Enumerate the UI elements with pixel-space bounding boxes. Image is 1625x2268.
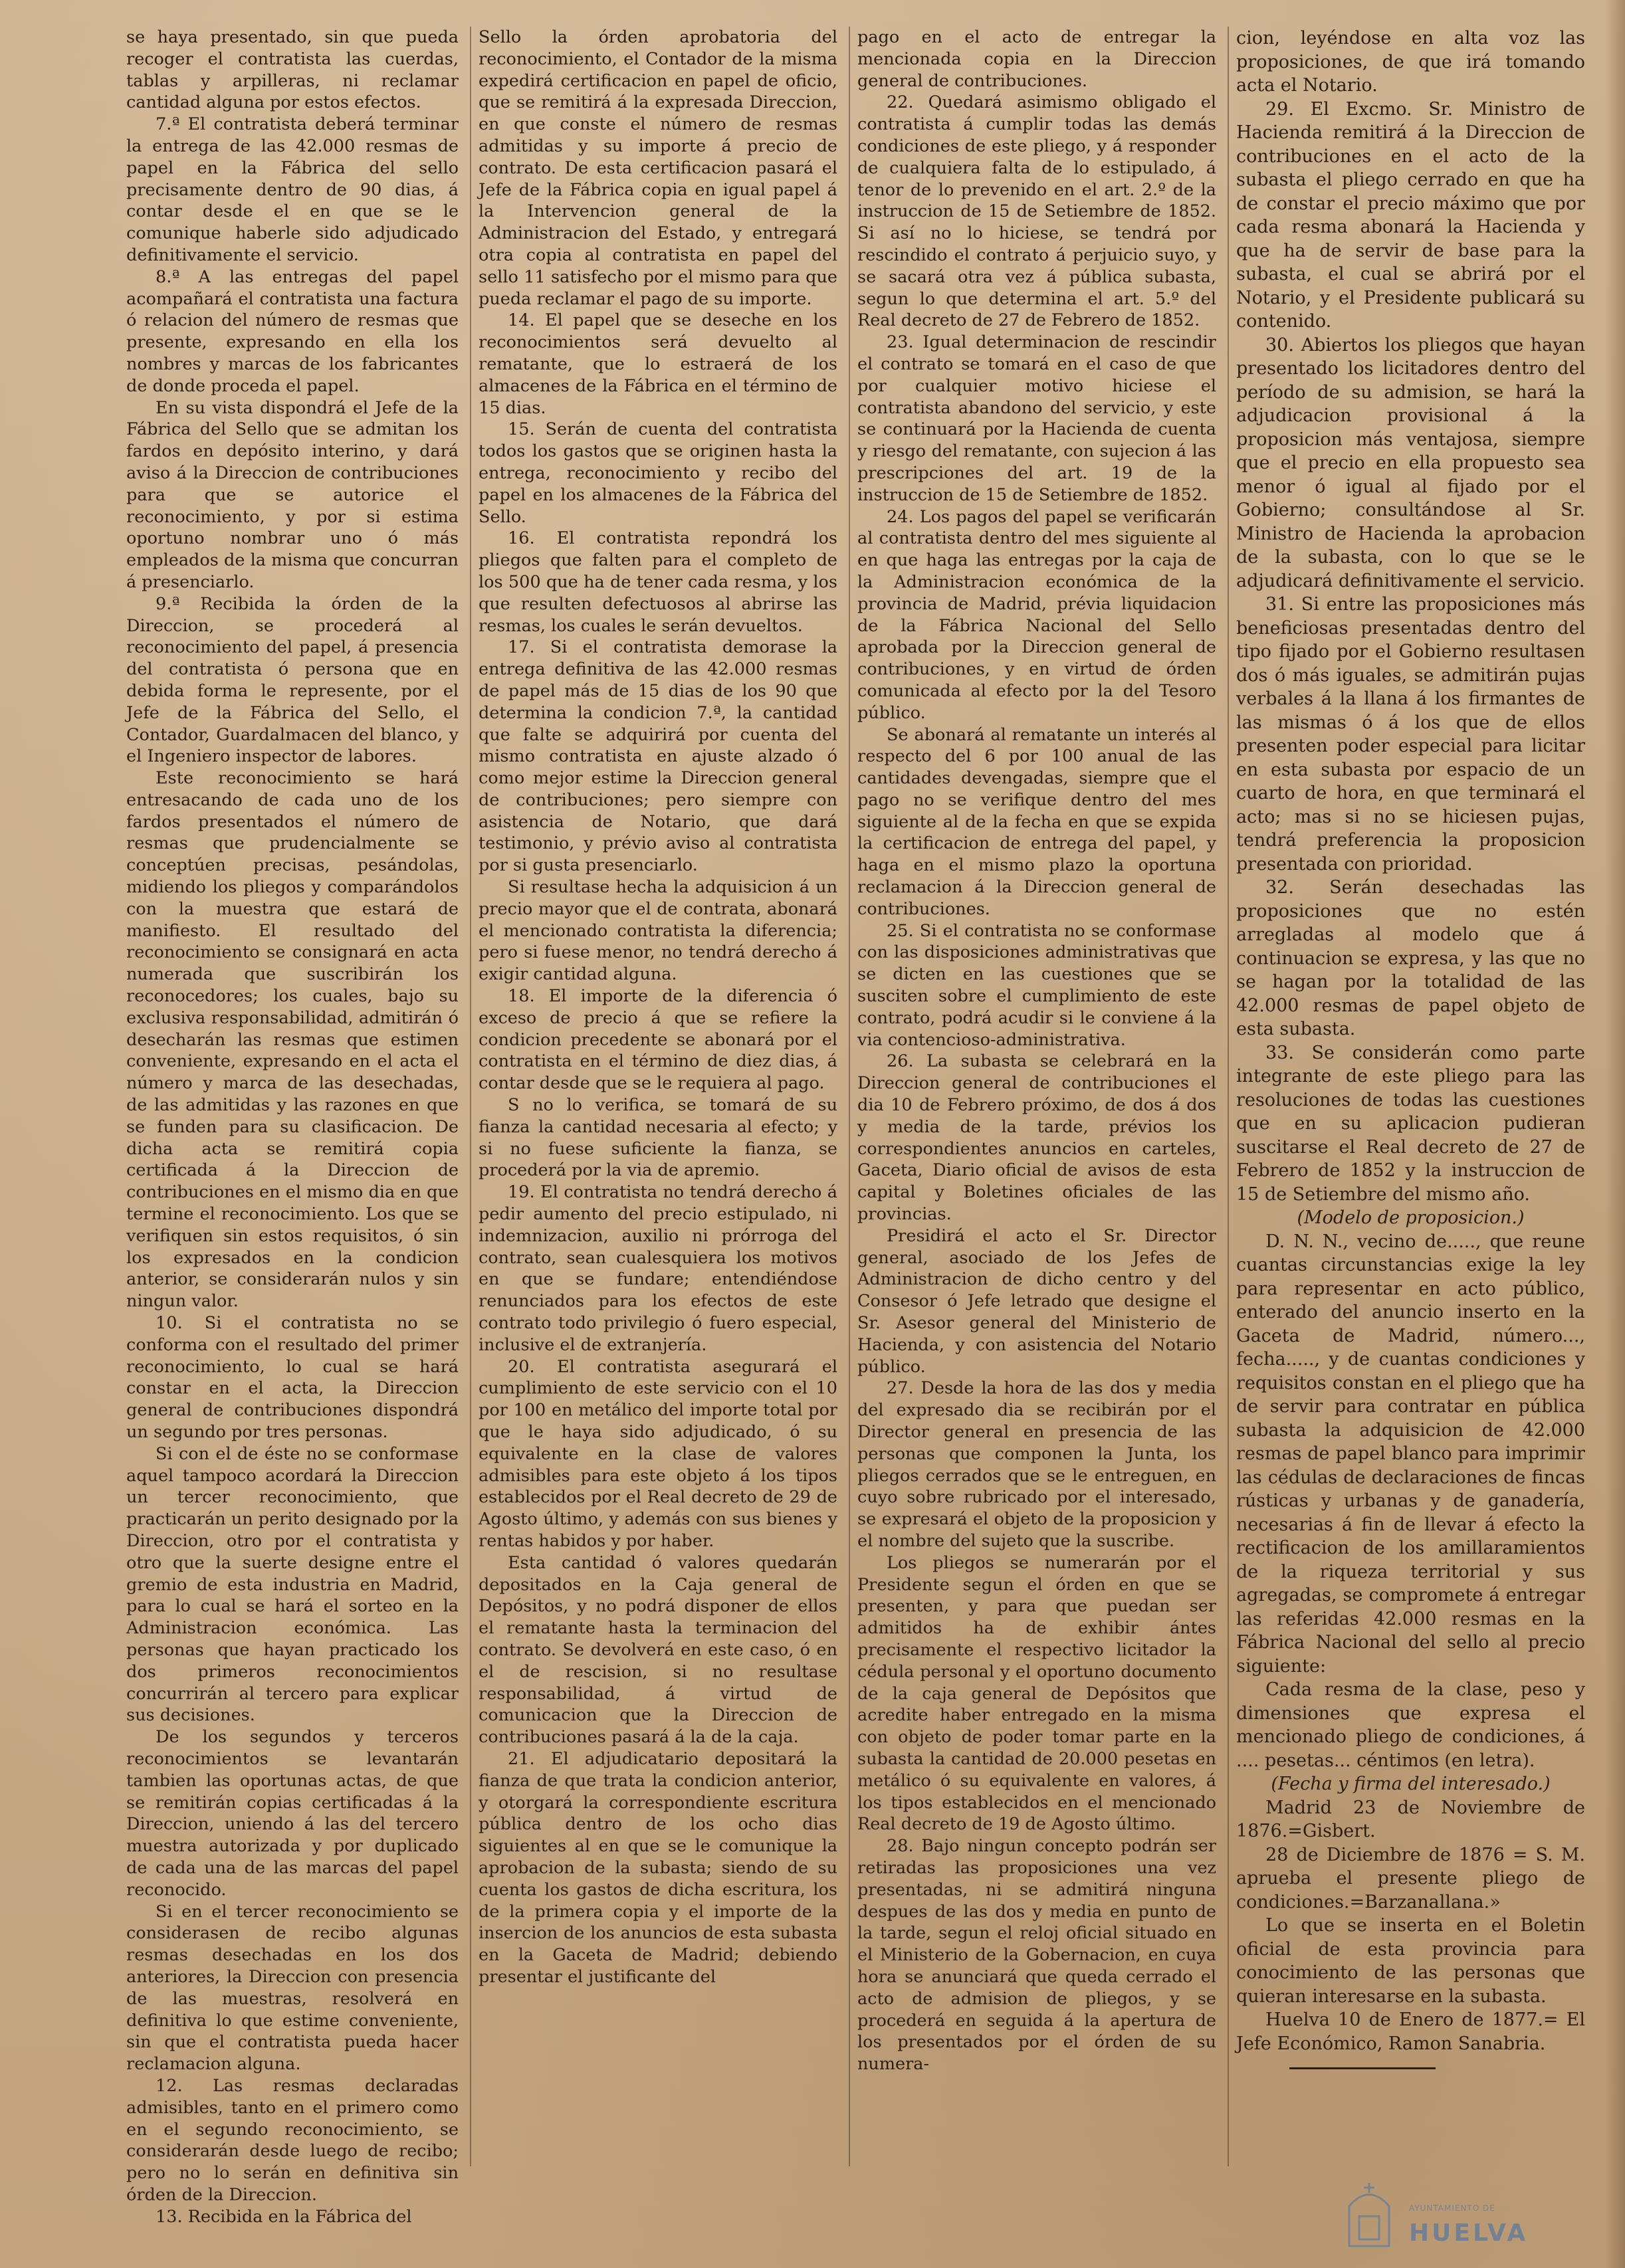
paragraph: 29. El Excmo. Sr. Ministro de Hacienda remitirá á la Direccion de contribuciones en el acto de la subasta el pliego cerrado en que ha de constar el precio máximo que por cada resma abonará la Hacienda y que ha de servir de base para la subasta, el cual se abrirá por el Notario, y el Presidente publicará su contenido. [1236,98,1585,332]
column-rule [849,27,850,2166]
paragraph: Se abonará al rematante un interés al respecto del 6 por 100 anual de las cantidades devengadas, siempre que el pago no se verifique dentro del mes siguiente al de la fecha en que se expida la certificacion de entrega del papel, y haga en el mismo plazo la oportuna reclamacion á la Direccion general de contribuciones. [857,724,1216,919]
end-rule [1289,2067,1436,2069]
paragraph: 10. Si el contratista no se conforma con el resultado del primer reconocimiento, lo cual se hará constar en el acta, la Direccion general de contribuciones dispondrá un segundo por tres personas. [126,1313,459,1442]
text-column-4 [1236,27,1585,2186]
paragraph: Madrid 23 de Noviembre de 1876.=Gisbert. [1236,1797,1585,1841]
paragraph: cion, leyéndose en alta voz las proposiciones, de que irá tomando acta el Notario. [1236,28,1585,96]
paragraph: 8.ª A las entregas del papel acompañará el contratista una factura ó relacion del número de resmas que presente, expresando en ella los nombres y marcas de los fabricantes de donde proceda el papel. [126,266,459,396]
paragraph: 21. El adjudicatario depositará la fianza de que trata la condicion anterior, y otorgará la correspondiente escritura pública dentro de los ocho dias siguientes al en que se le comunique la aprobacion de la subasta; siendo de su cuenta los gastos de dicha escritura, los de la primera copia y el importe de la insercion de los anuncios de esta subasta en la Gaceta de Madrid; debiendo presentar el justificante del [479,1748,837,1987]
column-rule [470,27,471,2166]
paragraph: 12. Las resmas declaradas admisibles, tanto en el primero como en el segundo reconocimiento, se considerarán desde luego de recibo; pero no lo serán en definitiva sin órden de la Direccion. [126,2075,459,2205]
paragraph: 18. El importe de la diferencia ó exceso de precio á que se refiere la condicion precedente se abonará por el contratista en el término de diez dias, á contar desde que se le requiera al pago. [479,986,837,1094]
paragraph: 7.ª El contratista deberá terminar la entrega de las 42.000 resmas de papel en la Fábrica del sello precisamente dentro de 90 dias, á contar desde el en que se le comunique haberle sido adjudicado definitivamente el servicio. [126,114,459,265]
paragraph: Huelva 10 de Enero de 1877.= El Jefe Económico, Ramon Sanabria. [1236,2010,1585,2054]
paragraph: 15. Serán de cuenta del contratista todos los gastos que se originen hasta la entrega, reconocimiento y recibo del papel en los almacenes de la Fábrica del Sello. [479,419,837,527]
paragraph: 22. Quedará asimismo obligado el contratista á cumplir todas las demás condiciones de este pliego, y á responder de cualquiera falta de lo estipulado, á tenor de lo prevenido en el art. 2.º de la instruccion de 15 de Setiembre de 1852. Si así no lo hiciese, se tendrá por rescindido el contrato á perjuicio suyo, y se sacará otra vez á pública subasta, segun lo que determina el art. 5.º del Real decreto de 27 de Febrero de 1852. [857,92,1216,331]
paragraph: Si con el de éste no se conformase aquel tampoco acordará la Direccion un tercer reconocimiento, que practicarán un perito designado por la Direccion, otro por el contratista y otro que la suerte designe entre el gremio de esta industria en Madrid, para lo cual se hará el sorteo en la Administracion económica. Las personas que hayan practicado los dos primeros reconocimientos concurrirán al tercero para explicar sus decisiones. [126,1443,459,1726]
paragraph: 16. El contratista repondrá los pliegos que falten para el completo de los 500 que ha de tener cada resma, y los que resulten defectuosos al abrirse las resmas, los cuales le serán devueltos. [479,528,837,636]
column-rule [1228,27,1229,2166]
text-column-2 [479,27,837,2186]
paragraph: Este reconocimiento se hará entresacando de cada uno de los fardos presentados el número de resmas que prudencialmente se conceptúen precisas, pesándolas, midiendo los pliegos y comparándolos con la muestra que estará de manifiesto. El resultado del reconocimiento se consignará en acta numerada que suscribirán los reconocedores; los cuales, bajo su exclusiva responsabilidad, admitirán ó desecharán las resmas que estimen conveniente, expresando en el acta el número y marca de las desechadas, de las admitidas y las razones en que se funden para su clasificacion. De dicha acta se remitirá copia certificada á la Direccion de contribuciones en el mismo dia en que termine el reconocimiento. Los que se verifiquen sin estos requisitos, ó sin los expresados en la condicion anterior, se considerarán nulos y sin ningun valor. [126,768,459,1312]
paragraph: 20. El contratista asegurará el cumplimiento de este servicio con el 10 por 100 en metálico del importe total por que le haya sido adjudicado, ó su equivalente en la clase de valores admisibles para este objeto á los tipos establecidos por el Real decreto de 29 de Agosto último, y además con sus bienes y rentas habidos y por haber. [479,1356,837,1551]
paragraph: 31. Si entre las proposiciones más beneficiosas presentadas dentro del tipo fijado por el Gobierno resultasen dos ó más iguales, se admitirán pujas verbales á la llana á los firmantes de las mismas ó á los que de ellos presenten poder especial para licitar en esta subasta por espacio de un cuarto de hora, en que terminará el acto; mas si no se hiciesen pujas, tendrá preferencia la proposicion presentada con prioridad. [1236,594,1585,875]
text-column-1 [126,27,459,2227]
paragraph: 28. Bajo ningun concepto podrán ser retiradas las proposiciones una vez presentadas, ni se admitirá ninguna despues de las dos y media en punto de la tarde, segun el reloj oficial situado en el Ministerio de la Gobernacion, en cuya hora se anunciará que queda cerrado el acto de admision de pliegos, y se procederá en seguida á la apertura de los presentados por el órden de su numera- [857,1836,1216,2075]
paragraph: Si en el tercer reconocimiento se considerasen de recibo algunas resmas desechadas en los dos anteriores, la Direccion con presencia de las muestras, resolverá en definitiva lo que estime conveniente, sin que el contratista pueda hacer reclamacion alguna. [126,1901,459,2075]
paragraph: D. N. N., vecino de....., que reune cuantas circunstancias exige la ley para representar en acto público, enterado del anuncio inserto en la Gaceta de Madrid, número..., fecha....., y de cuantas condiciones y requisitos constan en el pliego que ha de servir para contratar en pública subasta la adquisicion de 42.000 resmas de papel blanco para imprimir las cédulas de declaraciones de fincas rústicas y urbanas y de ganadería, necesarias á fin de llevar á efecto la rectificacion de los amillaramientos de la riqueza territorial y sus agregadas, se compromete á entregar las referidas 42.000 resmas en la Fábrica Nacional del sello al precio siguiente: [1236,1231,1585,1677]
paragraph: 17. Si el contratista demorase la entrega definitiva de las 42.000 resmas de papel más de 15 dias de los 90 que determina la condicion 7.ª, la cantidad que falte se adquirirá por cuenta del mismo contratista en ajuste alzado ó como mejor estime la Direccion general de contribuciones; pero siempre con asistencia de Notario, que dará testimonio, y prévio aviso al contratista por si gusta presenciarlo. [479,637,837,876]
paragraph: 30. Abiertos los pliegos que hayan presentado los licitadores dentro del período de su admision, se hará la adjudicacion provisional á la proposicion más ventajosa, siempre que el precio en ella propuesto sea menor ó igual al fijado por el Gobierno; consultándose al Sr. Ministro de Hacienda la aprobacion de la subasta, con lo que se le adjudicará definitivamente el servicio. [1236,334,1585,591]
paragraph: S no lo verifica, se tomará de su fianza la cantidad necesaria al efecto; y si no fuese suficiente la fianza, se procederá por la via de apremio. [479,1095,837,1181]
watermark-title: HUELVA [1409,2219,1529,2247]
paragraph: 24. Los pagos del papel se verificarán al contratista dentro del mes siguiente al en que haga las entregas por la caja de la Administracion económica de la provincia de Madrid, prévia liquidacion de la Fábrica Nacional del Sello aprobada por la Direccion general de contribuciones, y en virtud de órden comunicada al efecto por la del Tesoro público. [857,506,1216,723]
text-column-3 [857,27,1216,2186]
paragraph: 32. Serán desechadas las proposiciones que no estén arregladas al modelo que á continuacion se expresa, y las que no se hagan por la totalidad de las 42.000 resmas de papel objeto de esta subasta. [1236,877,1585,1039]
paragraph: 33. Se considerán como parte integrante de este pliego para las resoluciones de todas las cuestiones que en su aplicacion pudieran suscitarse el Real decreto de 27 de Febrero de 1852 y la instruccion de 15 de Setiembre del mismo año. [1236,1042,1585,1205]
paragraph: Lo que se inserta en el Boletin oficial de esta provincia para conocimiento de las personas que quieran interesarse en la subasta. [1236,1915,1585,2007]
paragraph: Cada resma de la clase, peso y dimensiones que expresa el mencionado pliego de condiciones, á .... pesetas... céntimos (en letra). [1236,1679,1585,1771]
paragraph: Los pliegos se numerarán por el Presidente segun el órden en que se presenten, y para que puedan ser admitidos ha de exhibir ántes precisamente el respectivo licitador la cédula personal y el oportuno documento de la caja general de Depósitos que acredite haber entregado en la misma con objeto de poder tomar parte en la subasta la cantidad de 20.000 pesetas en metálico ó su equivalente en valores, á los tipos establecidos en el mencionado Real decreto de 19 de Agosto último. [857,1552,1216,1835]
paragraph: 25. Si el contratista no se conformase con las disposiciones administrativas que se dicten en las cuestiones que se susciten sobre el cumplimiento de este contrato, podrá acudir si le conviene á la via contencioso-administrativa. [857,920,1216,1050]
paragraph: (Modelo de proposicion.) [1297,1207,1525,1228]
paragraph: pago en el acto de entregar la mencionada copia en la Direccion general de contribuciones. [857,27,1216,91]
watermark-subtitle: AYUNTAMIENTO DE [1409,2204,1495,2213]
paragraph: 14. El papel que se deseche en los reconocimientos será devuelto al rematante, que lo estraerá de los almacenes de la Fábrica en el término de 15 dias. [479,310,837,418]
paragraph: Sello la órden aprobatoria del reconocimiento, el Contador de la misma expedirá certificacion en papel de oficio, que se remitirá á la expresada Direccion, en que conste el número de resmas admitidas y su importe á precio de contrato. De esta certificacion pasará el Jefe de la Fábrica copia en igual papel á la Intervencion general de la Administracion del Estado, y entregará otra copia al contratista en papel del sello 11 satisfecho por el mismo para que pueda reclamar el pago de su importe. [479,27,837,309]
paragraph: 26. La subasta se celebrará en la Direccion general de contribuciones el dia 10 de Febrero próximo, de dos á dos y media de la tarde, prévios los correspondientes anuncios en carteles, Gaceta, Diario oficial de avisos de esta capital y Boletines oficiales de las provincias. [857,1051,1216,1225]
paragraph: En su vista dispondrá el Jefe de la Fábrica del Sello que se admitan los fardos en depósito interino, y dará aviso á la Direccion de contribuciones para que se autorice el reconocimiento, y por si estima oportuno nombrar uno ó más empleados de la misma que concurran á presenciarlo. [126,397,459,592]
paragraph: 9.ª Recibida la órden de la Direccion, se procederá al reconocimiento del papel, á presencia del contratista ó persona que en debida forma le represente, por el Jefe de la Fábrica del Sello, el Contador, Guardalmacen del blanco, y el Ingeniero inspector de labores. [126,593,459,767]
paragraph: 19. El contratista no tendrá derecho á pedir aumento del precio estipulado, ni indemnizacion, auxilio ni prórroga del contrato, sean cualesquiera los motivos en que se fundare; entendiéndose renunciados para los efectos de este contrato todo privilegio ó fuero especial, inclusive el de extranjería. [479,1182,837,1355]
paragraph: Presidirá el acto el Sr. Director general, asociado de los Jefes de Administracion de dicho centro y del Consesor ó Jefe letrado que designe el Sr. Asesor general del Ministerio de Hacienda, y con asistencia del Notario público. [857,1225,1216,1377]
paragraph: Si resultase hecha la adquisicion á un precio mayor que el de contrata, abonará el mencionado contratista la diferencia; pero si fuese menor, no tendrá derecho á exigir cantidad alguna. [479,877,837,985]
paragraph: Esta cantidad ó valores quedarán depositados en la Caja general de Depósitos, y no podrá disponer de ellos el rematante hasta la terminacion del contrato. Se devolverá en este caso, ó en el de rescision, si no resultase responsabilidad, á virtud de comunicacion que la Direccion de contribuciones pasará á la de la caja. [479,1552,837,1748]
paragraph: De los segundos y terceros reconocimientos se levantarán tambien las oportunas actas, de que se remitirán copias certificadas á la Direccion, uniendo á las del tercero muestra autorizada y por duplicado de cada una de las marcas del papel reconocido. [126,1727,459,1900]
paragraph: 13. Recibida en la Fábrica del [156,2206,412,2227]
paragraph: 23. Igual determinacion de rescindir el contrato se tomará en el caso de que por cualquier motivo hiciese el contratista abandono del servicio, y este se continuará por la Hacienda de cuenta y riesgo del rematante, con sujecion á las prescripciones del art. 19 de la instruccion de 15 de Setiembre de 1852. [857,332,1216,505]
paragraph: 28 de Diciembre de 1876 = S. M. aprueba el presente pliego de condiciones.=Barzanallana.» [1236,1844,1585,1912]
page-edge-shadow [1605,0,1625,2268]
paragraph: (Fecha y firma del interesado.) [1271,1774,1551,1794]
paragraph: 27. Desde la hora de las dos y media del expresado dia se recibirán por el Director general en presencia de las personas que componen la Junta, los pliegos cerrados que se le entreguen, en cuyo sobre rubricado por el interesado, se expresará el objeto de la proposicion y el nombre del sujeto que la suscribe. [857,1378,1216,1551]
paragraph: se haya presentado, sin que pueda recoger el contratista las cuerdas, tablas y arpilleras, ni reclamar cantidad alguna por estos efectos. [126,27,459,113]
